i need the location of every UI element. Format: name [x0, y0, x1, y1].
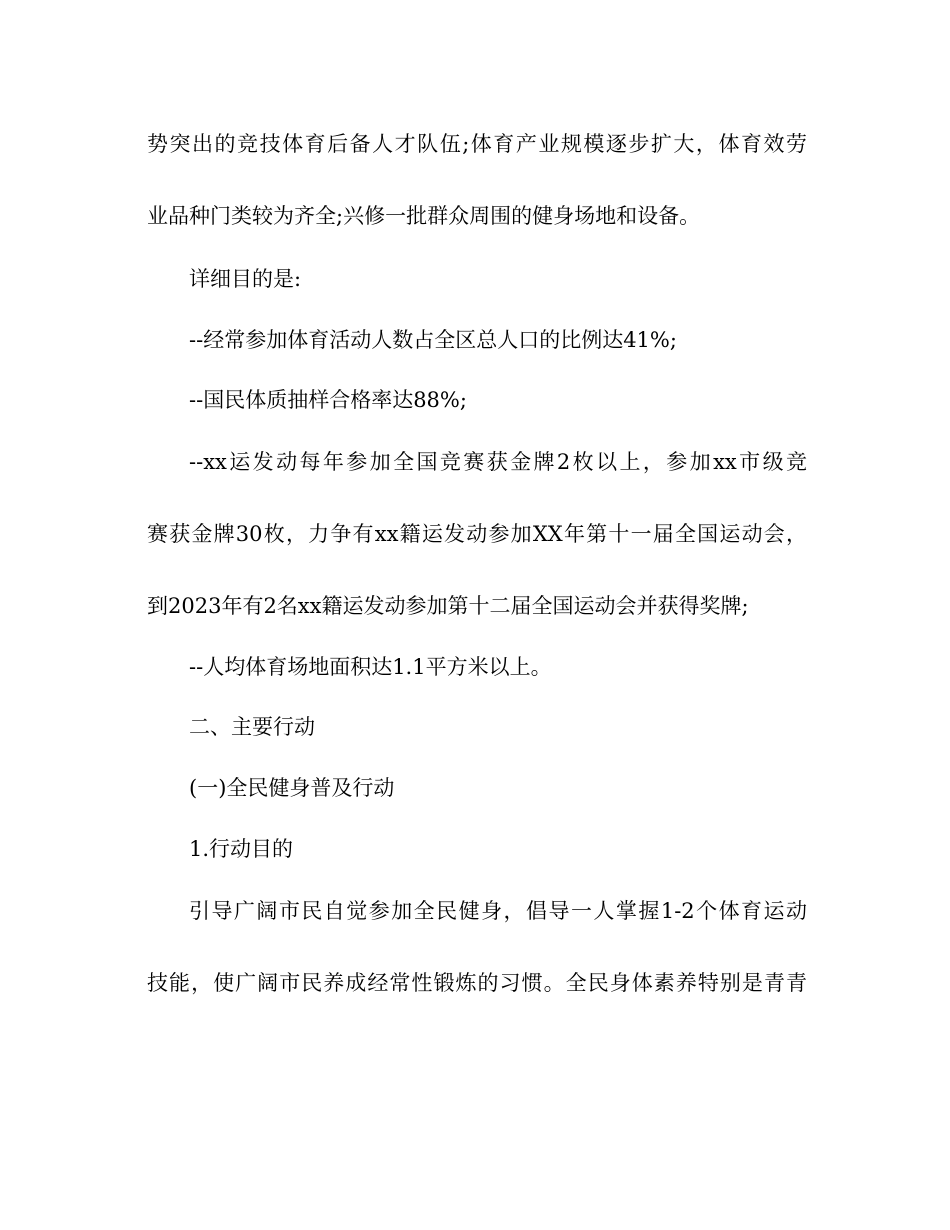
body-text-line: 势突出的竞技体育后备人才队伍;体育产业规模逐步扩大，体育效劳	[147, 132, 807, 156]
target-item: --xx运发动每年参加全国竞赛获金牌2枚以上，参加xx市级竞	[189, 450, 807, 474]
body-text-line: 业品种门类较为齐全;兴修一批群众周围的健身场地和设备。	[147, 204, 701, 228]
item-heading: 1.行动目的	[189, 837, 294, 861]
body-text-line: 到2023年有2名xx籍运发动参加第十二届全国运动会并获得奖牌;	[147, 594, 749, 618]
section-heading: 二、主要行动	[189, 715, 315, 739]
target-item: --人均体育场地面积达1.1平方米以上。	[189, 655, 552, 679]
target-item: --国民体质抽样合格率达88%;	[189, 388, 467, 412]
body-text-line: 详细目的是:	[189, 267, 302, 291]
body-text-line: 引导广阔市民自觉参加全民健身，倡导一人掌握1-2个体育运动	[189, 899, 807, 923]
body-text-line: 赛获金牌30枚，力争有xx籍运发动参加XX年第十一届全国运动会，	[147, 522, 807, 546]
target-item: --经常参加体育活动人数占全区总人口的比例达41%;	[189, 328, 677, 352]
body-text-line: 技能，使广阔市民养成经常性锻炼的习惯。全民身体素养特别是青青	[147, 971, 807, 995]
subsection-heading: (一)全民健身普及行动	[189, 776, 395, 800]
